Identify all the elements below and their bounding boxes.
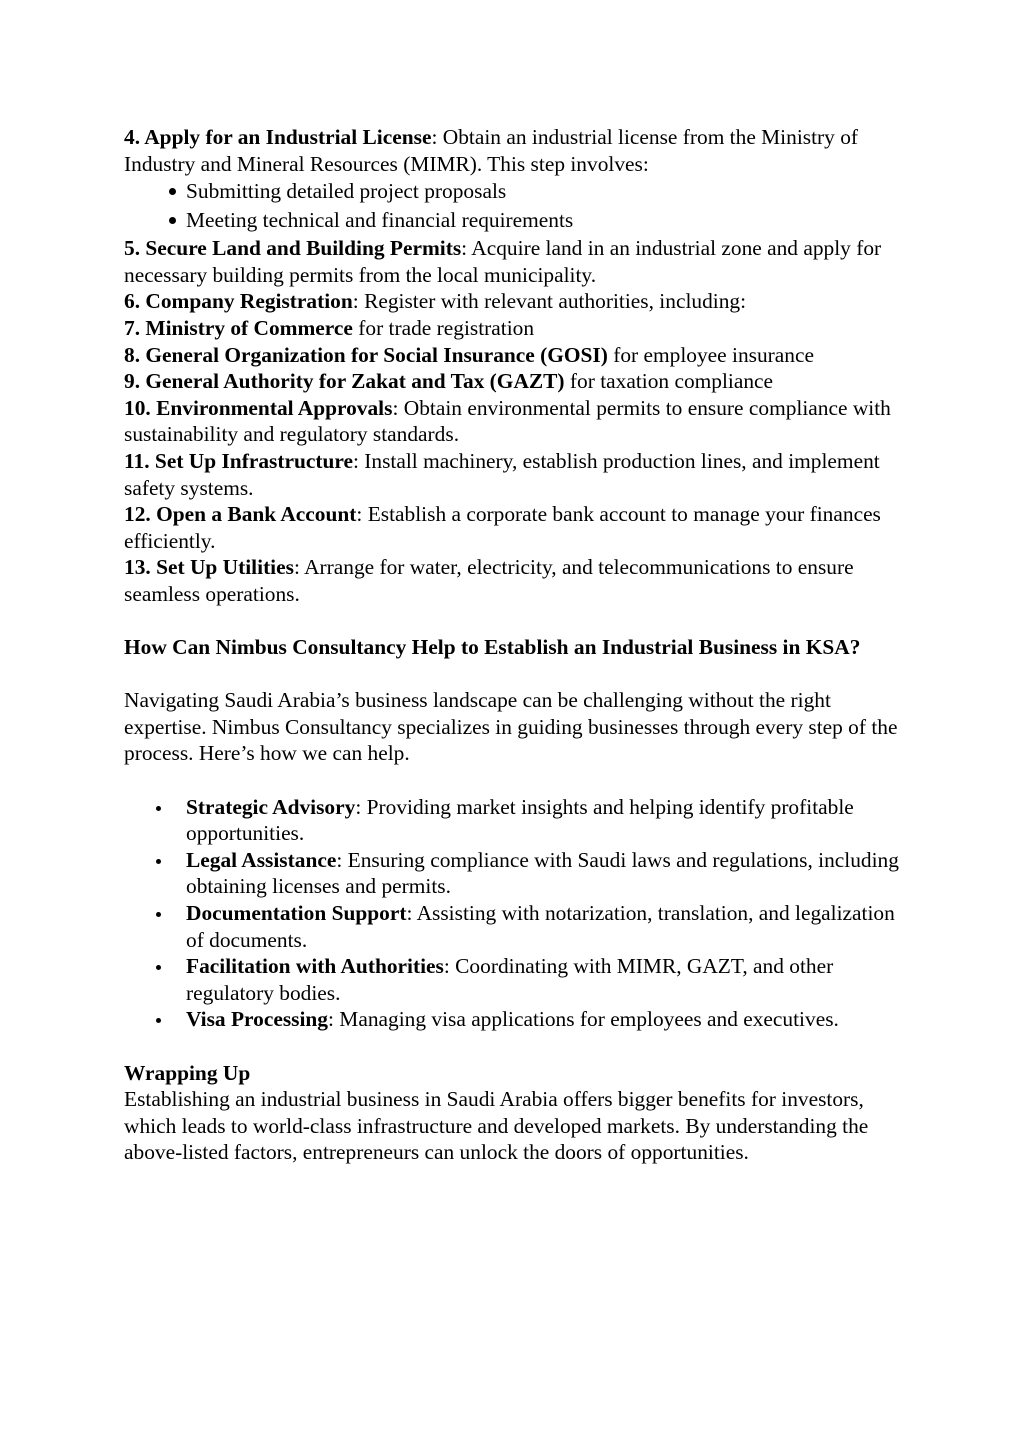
- step-heading: 11. Set Up Infrastructure: [124, 448, 353, 473]
- step-5: 5. Secure Land and Building Permits: Acquire land in an industrial zone and apply for necessary building permits from the local municipality.: [124, 236, 882, 287]
- list-item: Submitting detailed project proposals: [124, 177, 899, 206]
- help-intro: Navigating Saudi Arabia’s business landscape can be challenging without the right expertise. Nimbus Consultancy specializes in guiding businesses through every step of the process. Here’s how we can help.: [124, 688, 898, 766]
- list-item: Meeting technical and financial requirements: [124, 206, 899, 235]
- help-heading: How Can Nimbus Consultancy Help to Establish an Industrial Business in KSA?: [124, 635, 861, 660]
- step-heading: 13. Set Up Utilities: [124, 555, 294, 580]
- step-11: 11. Set Up Infrastructure: Install machinery, establish production lines, and implement safety systems.: [124, 448, 880, 500]
- step-heading: 7. Ministry of Commerce: [124, 315, 353, 340]
- step-heading: 9. General Authority for Zakat and Tax (GAZT): [124, 369, 565, 394]
- step-10: 10. Environmental Approvals: Obtain environmental permits to ensure compliance with sustainability and regulatory standards.: [124, 395, 891, 447]
- step-heading: 4. Apply for an Industrial License: [124, 125, 432, 149]
- wrap-up-heading: Wrapping Up: [124, 1060, 251, 1085]
- license-sub-list: [124, 177, 899, 235]
- wrap-up-text: Establishing an industrial business in Saudi Arabia offers bigger benefits for investors, which leads to world-class infrastructure and developed markets. By understanding the above-listed factors, entrepreneurs can unlock the doors of opportunities.: [124, 1087, 869, 1165]
- document-page: [124, 124, 899, 1166]
- list-item: Strategic Advisory: Providing market insights and helping identify profitable opportunities.: [124, 794, 899, 847]
- step-7: 7. Ministry of Commerce for trade registration: [124, 315, 535, 340]
- step-8: 8. General Organization for Social Insurance (GOSI) for employee insurance: [124, 342, 814, 367]
- step-heading: 12. Open a Bank Account: [124, 502, 357, 527]
- help-list: [124, 794, 899, 1033]
- list-item: Facilitation with Authorities: Coordinating with MIMR, GAZT, and other regulatory bodies.: [124, 953, 899, 1006]
- step-heading: 10. Environmental Approvals: [124, 395, 393, 420]
- step-9: 9. General Authority for Zakat and Tax (GAZT) for taxation compliance: [124, 369, 774, 394]
- step-4: 4. Apply for an Industrial License: Obtain an industrial license from the Ministry of Industry and Mineral Resources (MIMR). This step involves:: [124, 125, 859, 176]
- step-12: 12. Open a Bank Account: Establish a corporate bank account to manage your finances efficiently.: [124, 502, 881, 553]
- step-heading: 6. Company Registration: [124, 289, 353, 314]
- list-item: Legal Assistance: Ensuring compliance with Saudi laws and regulations, including obtaining licenses and permits.: [124, 847, 899, 900]
- step-heading: 5. Secure Land and Building Permits: [124, 236, 462, 261]
- step-heading: 8. General Organization for Social Insurance (GOSI): [124, 342, 608, 367]
- step-6: 6. Company Registration: Register with relevant authorities, including:: [124, 289, 747, 314]
- step-13: 13. Set Up Utilities: Arrange for water, electricity, and telecommunications to ensure seamless operations.: [124, 555, 854, 606]
- list-item: Visa Processing: Managing visa applications for employees and executives.: [124, 1006, 899, 1033]
- list-item: Documentation Support: Assisting with notarization, translation, and legalization of documents.: [124, 900, 899, 953]
